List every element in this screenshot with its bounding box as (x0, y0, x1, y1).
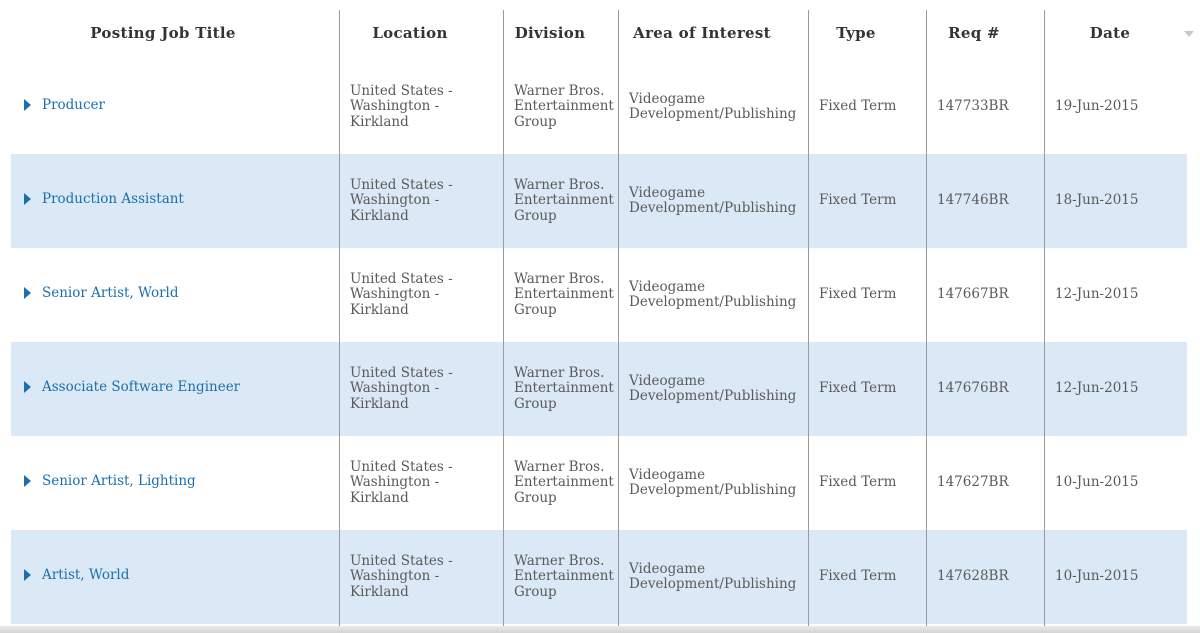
cell-req-number: 147733BR (937, 98, 1009, 115)
cell-division: Warner Bros. Entertainment Group (514, 82, 614, 130)
expand-triangle-icon[interactable] (24, 475, 31, 487)
cell-area-of-interest: Videogame Development/Publishing (629, 372, 797, 404)
job-title-link[interactable] (24, 90, 105, 120)
cell-area-of-interest: Videogame Development/Publishing (629, 560, 797, 592)
job-title-label[interactable]: Senior Artist, Lighting (42, 473, 196, 489)
cell-type: Fixed Term (819, 380, 897, 397)
expand-triangle-icon[interactable] (24, 99, 31, 111)
cell-area-of-interest: Videogame Development/Publishing (629, 278, 797, 310)
header-req-number[interactable]: Req # (948, 24, 1000, 42)
cell-req-number: 147676BR (937, 380, 1009, 397)
header-area-of-interest[interactable]: Area of Interest (633, 24, 771, 42)
job-title-link[interactable] (24, 372, 240, 402)
cell-date: 10-Jun-2015 (1055, 474, 1139, 491)
job-title-link[interactable] (24, 278, 179, 308)
header-type[interactable]: Type (836, 24, 876, 42)
header-posting-job-title[interactable]: Posting Job Title (90, 24, 236, 42)
sort-down-icon[interactable] (1184, 31, 1194, 37)
expand-triangle-icon[interactable] (24, 193, 31, 205)
cell-area-of-interest: Videogame Development/Publishing (629, 184, 797, 216)
job-title-label[interactable]: Senior Artist, World (42, 285, 179, 301)
cell-type: Fixed Term (819, 474, 897, 491)
column-divider (618, 10, 619, 633)
expand-triangle-icon[interactable] (24, 381, 31, 393)
cell-division: Warner Bros. Entertainment Group (514, 458, 614, 506)
cell-division: Warner Bros. Entertainment Group (514, 364, 614, 412)
job-title-link[interactable] (24, 466, 196, 496)
cell-date: 12-Jun-2015 (1055, 380, 1139, 397)
cell-location: United States - Washington - Kirkland (350, 270, 453, 318)
cell-date: 10-Jun-2015 (1055, 568, 1139, 585)
column-divider (926, 10, 927, 633)
scroll-edge (0, 626, 1200, 633)
cell-req-number: 147746BR (937, 192, 1009, 209)
cell-division: Warner Bros. Entertainment Group (514, 270, 614, 318)
cell-division: Warner Bros. Entertainment Group (514, 176, 614, 224)
cell-division: Warner Bros. Entertainment Group (514, 552, 614, 600)
cell-location: United States - Washington - Kirkland (350, 552, 453, 600)
cell-date: 12-Jun-2015 (1055, 286, 1139, 303)
expand-triangle-icon[interactable] (24, 569, 31, 581)
cell-area-of-interest: Videogame Development/Publishing (629, 90, 797, 122)
cell-location: United States - Washington - Kirkland (350, 458, 453, 506)
job-title-link[interactable] (24, 560, 129, 590)
job-title-label[interactable]: Producer (42, 97, 106, 113)
cell-location: United States - Washington - Kirkland (350, 82, 453, 130)
cell-type: Fixed Term (819, 192, 897, 209)
cell-date: 18-Jun-2015 (1055, 192, 1139, 209)
cell-type: Fixed Term (819, 568, 897, 585)
cell-area-of-interest: Videogame Development/Publishing (629, 466, 797, 498)
cell-req-number: 147667BR (937, 286, 1009, 303)
cell-req-number: 147627BR (937, 474, 1009, 491)
column-divider (503, 10, 504, 633)
expand-triangle-icon[interactable] (24, 287, 31, 299)
job-title-label[interactable]: Associate Software Engineer (42, 379, 241, 395)
header-division[interactable]: Division (514, 24, 586, 42)
cell-date: 19-Jun-2015 (1055, 98, 1139, 115)
cell-location: United States - Washington - Kirkland (350, 176, 453, 224)
column-divider (339, 10, 340, 633)
cell-req-number: 147628BR (937, 568, 1009, 585)
cell-type: Fixed Term (819, 286, 897, 303)
job-title-link[interactable] (24, 184, 184, 214)
header-date[interactable]: Date (1089, 24, 1131, 42)
header-location[interactable]: Location (372, 24, 448, 42)
job-title-label[interactable]: Artist, World (42, 567, 130, 583)
cell-type: Fixed Term (819, 98, 897, 115)
job-title-label[interactable]: Production Assistant (42, 191, 184, 207)
cell-location: United States - Washington - Kirkland (350, 364, 453, 412)
column-divider (1044, 10, 1045, 633)
column-divider (808, 10, 809, 633)
